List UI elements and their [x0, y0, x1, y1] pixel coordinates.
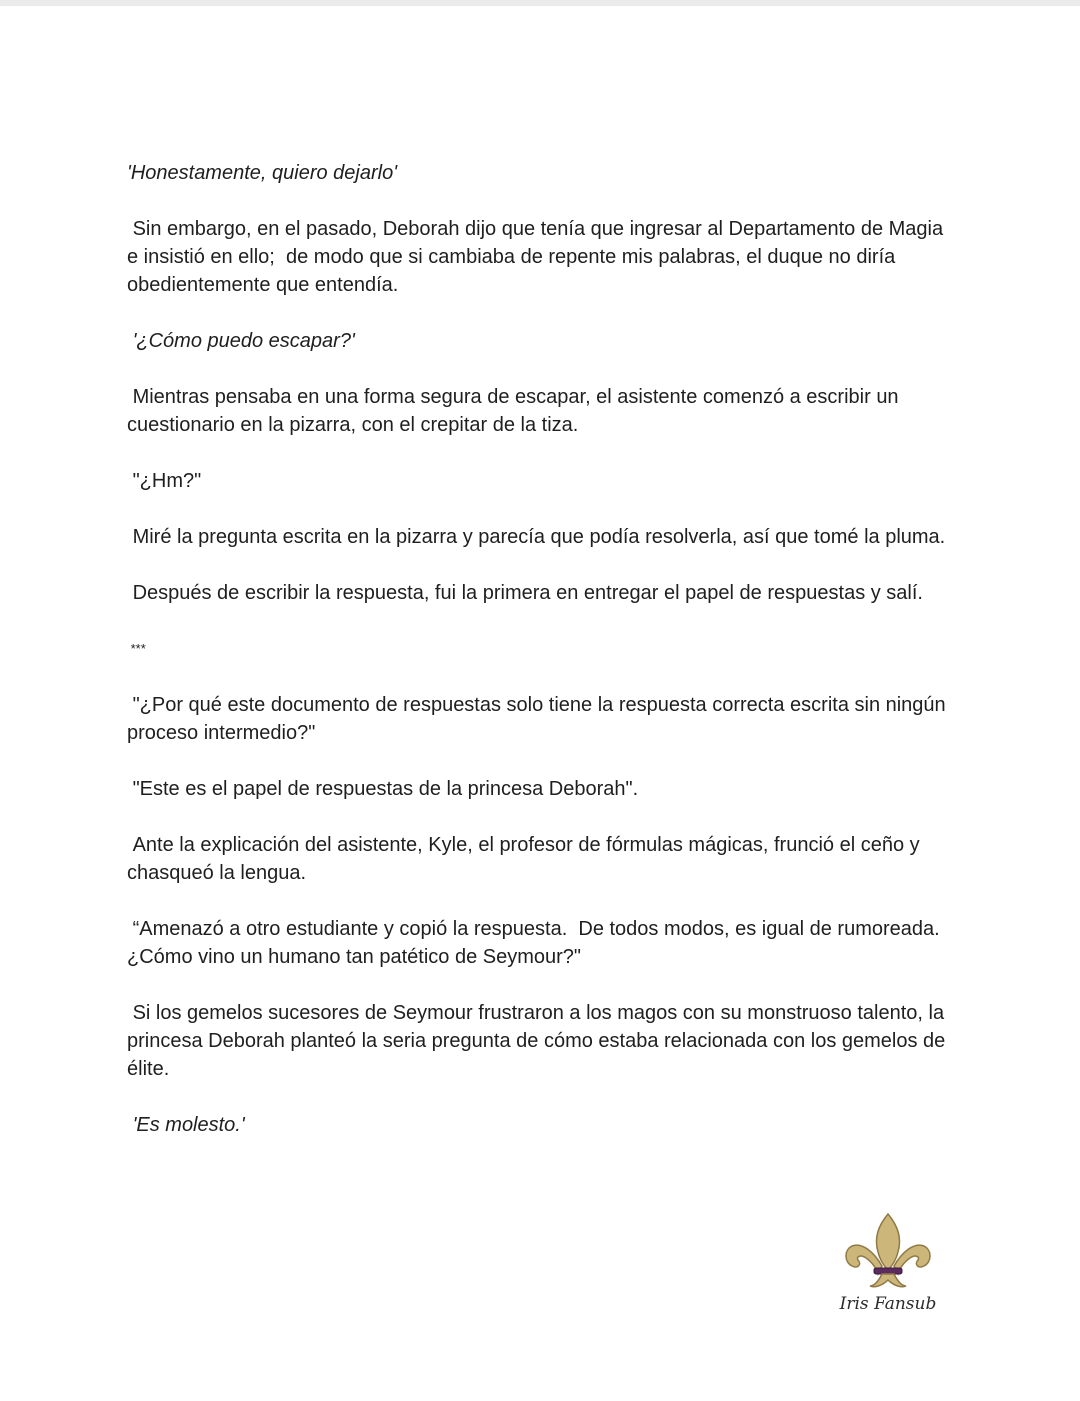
paragraph: Si los gemelos sucesores de Seymour frustraron a los magos con su monstruoso talento, la princesa Deborah planteó la seria pregunta de cómo estaba relacionada con los gemelos de élite.	[127, 1002, 951, 1080]
paragraph: '¿Cómo puedo escapar?'	[127, 330, 355, 352]
fleur-de-lis-icon	[838, 1212, 938, 1294]
paragraph: Sin embargo, en el pasado, Deborah dijo que tenía que ingresar al Departamento de Magia e insistió en ello; de modo que si cambiaba de repente mis palabras, el duque no diría obedientemente que entendía.	[127, 218, 949, 296]
paragraph: Miré la pregunta escrita en la pizarra y parecía que podía resolverla, así que tomé la pluma.	[127, 526, 946, 548]
paragraph: Mientras pensaba en una forma segura de escapar, el asistente comenzó a escribir un cuestionario en la pizarra, con el crepitar de la tiza.	[127, 386, 905, 436]
paragraph: 'Es molesto.'	[127, 1114, 245, 1136]
iris-fansub-watermark	[838, 1212, 948, 1322]
paragraph: Ante la explicación del asistente, Kyle, el profesor de fórmulas mágicas, frunció el ceño y chasqueó la lengua.	[127, 834, 926, 884]
paragraph: “Amenazó a otro estudiante y copió la respuesta. De todos modos, es igual de rumoreada. ¿Cómo vino un humano tan patético de Seymour?"	[127, 918, 951, 968]
paragraph: 'Honestamente, quiero dejarlo'	[127, 162, 398, 184]
section-separator: ***	[127, 641, 146, 656]
paragraph: "¿Por qué este documento de respuestas solo tiene la respuesta correcta escrita sin ningún proceso intermedio?"	[127, 694, 952, 744]
paragraph: "Este es el papel de respuestas de la princesa Deborah".	[127, 778, 639, 800]
paragraph: Después de escribir la respuesta, fui la primera en entregar el papel de respuestas y salí.	[127, 582, 923, 604]
top-border	[0, 0, 1080, 6]
watermark-text: Iris Fansub	[839, 1294, 937, 1314]
document-body	[127, 159, 957, 1167]
paragraph: "¿Hm?"	[127, 470, 202, 492]
